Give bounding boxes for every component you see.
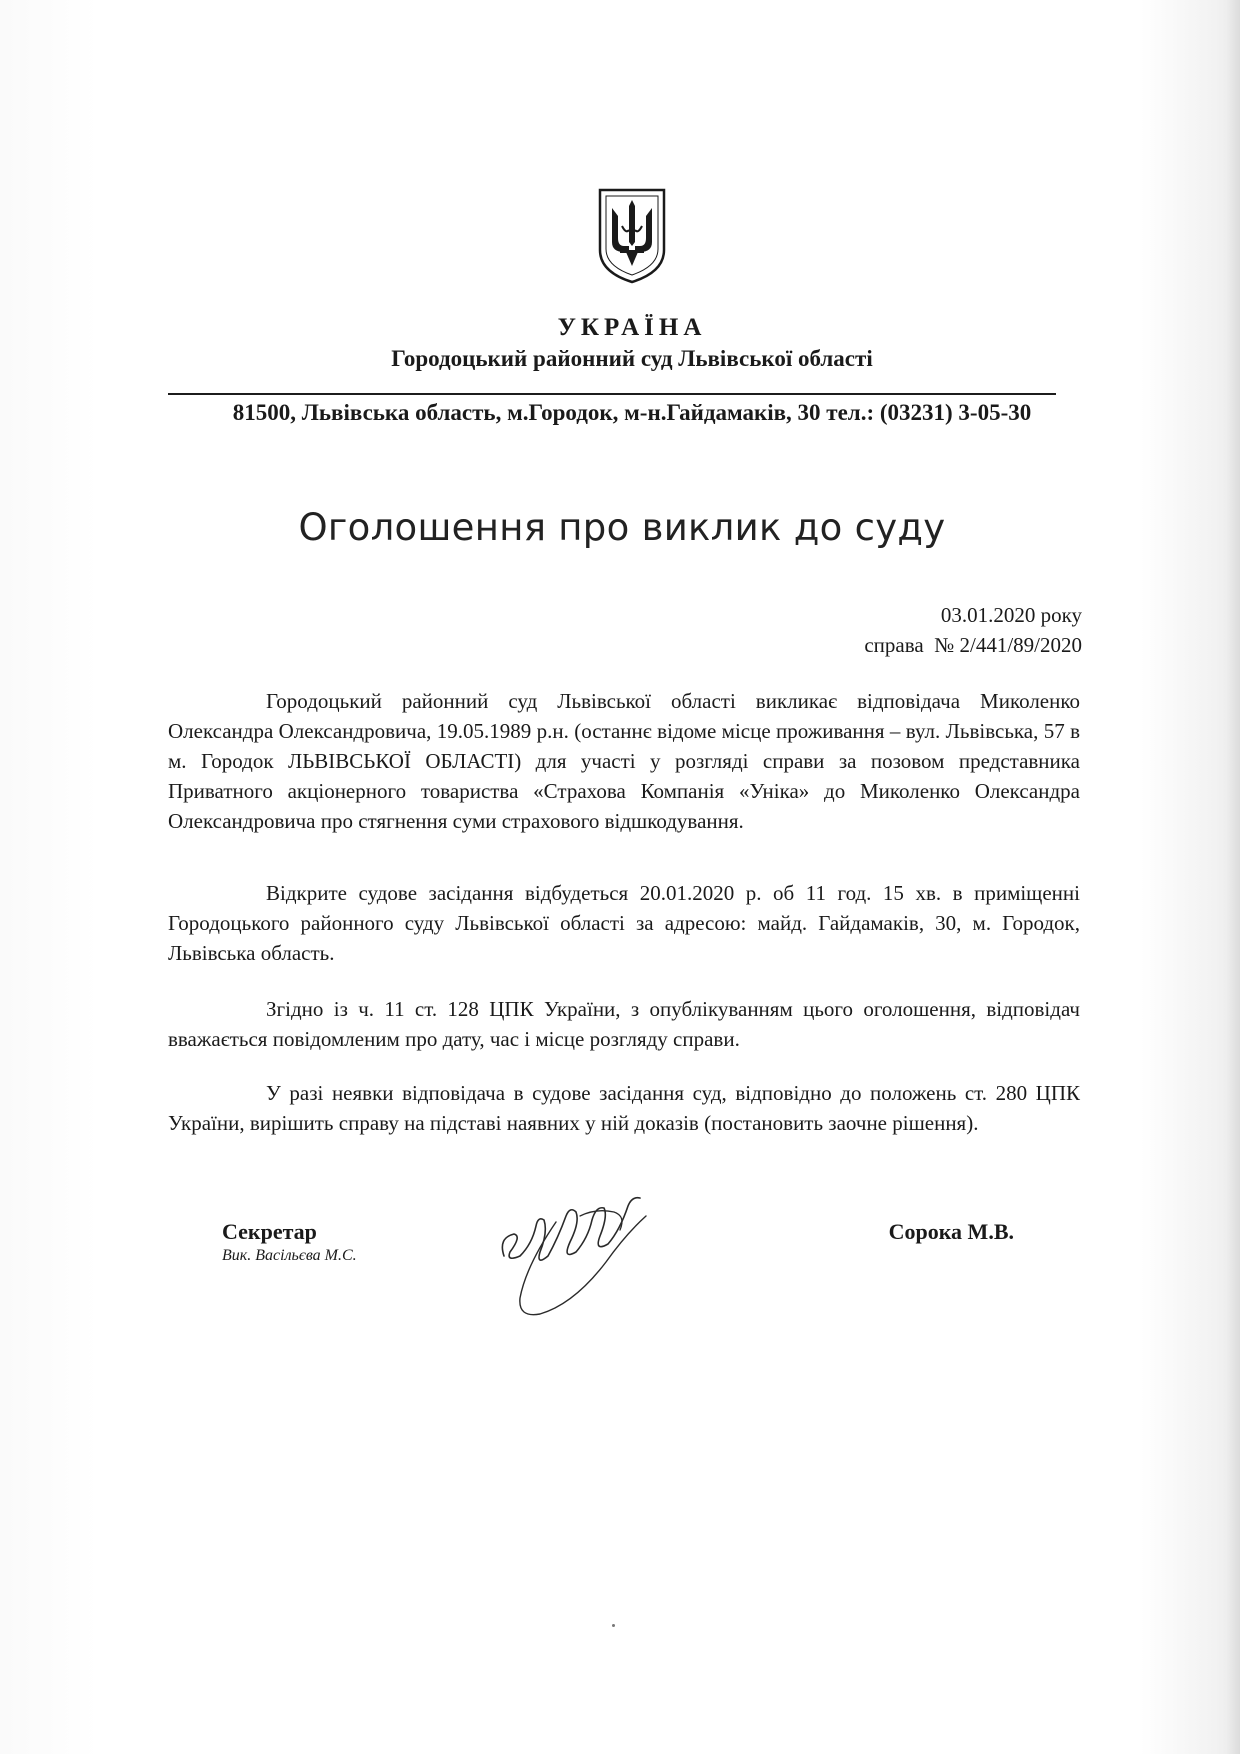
paragraph-hearing-details: Відкрите судове засідання відбудеться 20.01.2020 р. об 11 год. 15 хв. в приміщенні Городоцького районного суду Львівської області за адресою: майд. Гайдамаків, 30, м. Городок, Львівська область.: [168, 881, 1080, 965]
document-title: Оголошення про виклик до суду: [298, 506, 946, 549]
executor-label: Вик. Васільєва М.С.: [222, 1247, 357, 1264]
country-heading: УКРАЇНА: [557, 314, 707, 341]
paragraph-summons: Городоцький районний суд Львівської області викликає відповідача Миколенко Олександра Олександровича, 19.05.1989 р.н. (останнє відоме місце проживання – вул. Львівська, 57 в м. Городок ЛЬВІВСЬКОЇ ОБЛАСТІ) для участі у розгляді справи за позовом представника Приватного акціонерного товариства «Страхова Компанія «Уніка» до Миколенко Олександра Олександровича про стягнення суми страхового відшкодування.: [168, 689, 1080, 833]
scan-speck: [612, 1624, 615, 1627]
header-divider: [168, 393, 1056, 395]
secretary-label: Секретар: [222, 1219, 317, 1244]
document-date: 03.01.2020 року: [940, 603, 1082, 627]
case-number: справа № 2/441/89/2020: [864, 633, 1082, 657]
signer-name: Сорока М.В.: [888, 1219, 1014, 1244]
page-edge-shadow: [1226, 0, 1240, 1754]
court-address: 81500, Львівська область, м.Городок, м-н.Гайдамаків, 30 тел.: (03231) 3-05-30: [232, 400, 1032, 425]
handwritten-signature: [496, 1186, 676, 1326]
coat-of-arms-icon: [596, 186, 668, 286]
secretary-block: [222, 1218, 357, 1266]
paragraph-default-judgment: У разі неявки відповідача в судове засідання суд, відповідно до положень ст. 280 ЦПК України, вирішить справу на підставі наявних у ній доказів (постановить заочне рішення).: [168, 1081, 1080, 1135]
document-meta: [864, 600, 1082, 660]
court-name: Городоцький районний суд Львівської області: [391, 346, 873, 371]
paragraph-notice-legal-basis: Згідно із ч. 11 ст. 128 ЦПК України, з опублікуванням цього оголошення, відповідач вважається повідомленим про дату, час і місце розгляду справи.: [168, 997, 1080, 1051]
